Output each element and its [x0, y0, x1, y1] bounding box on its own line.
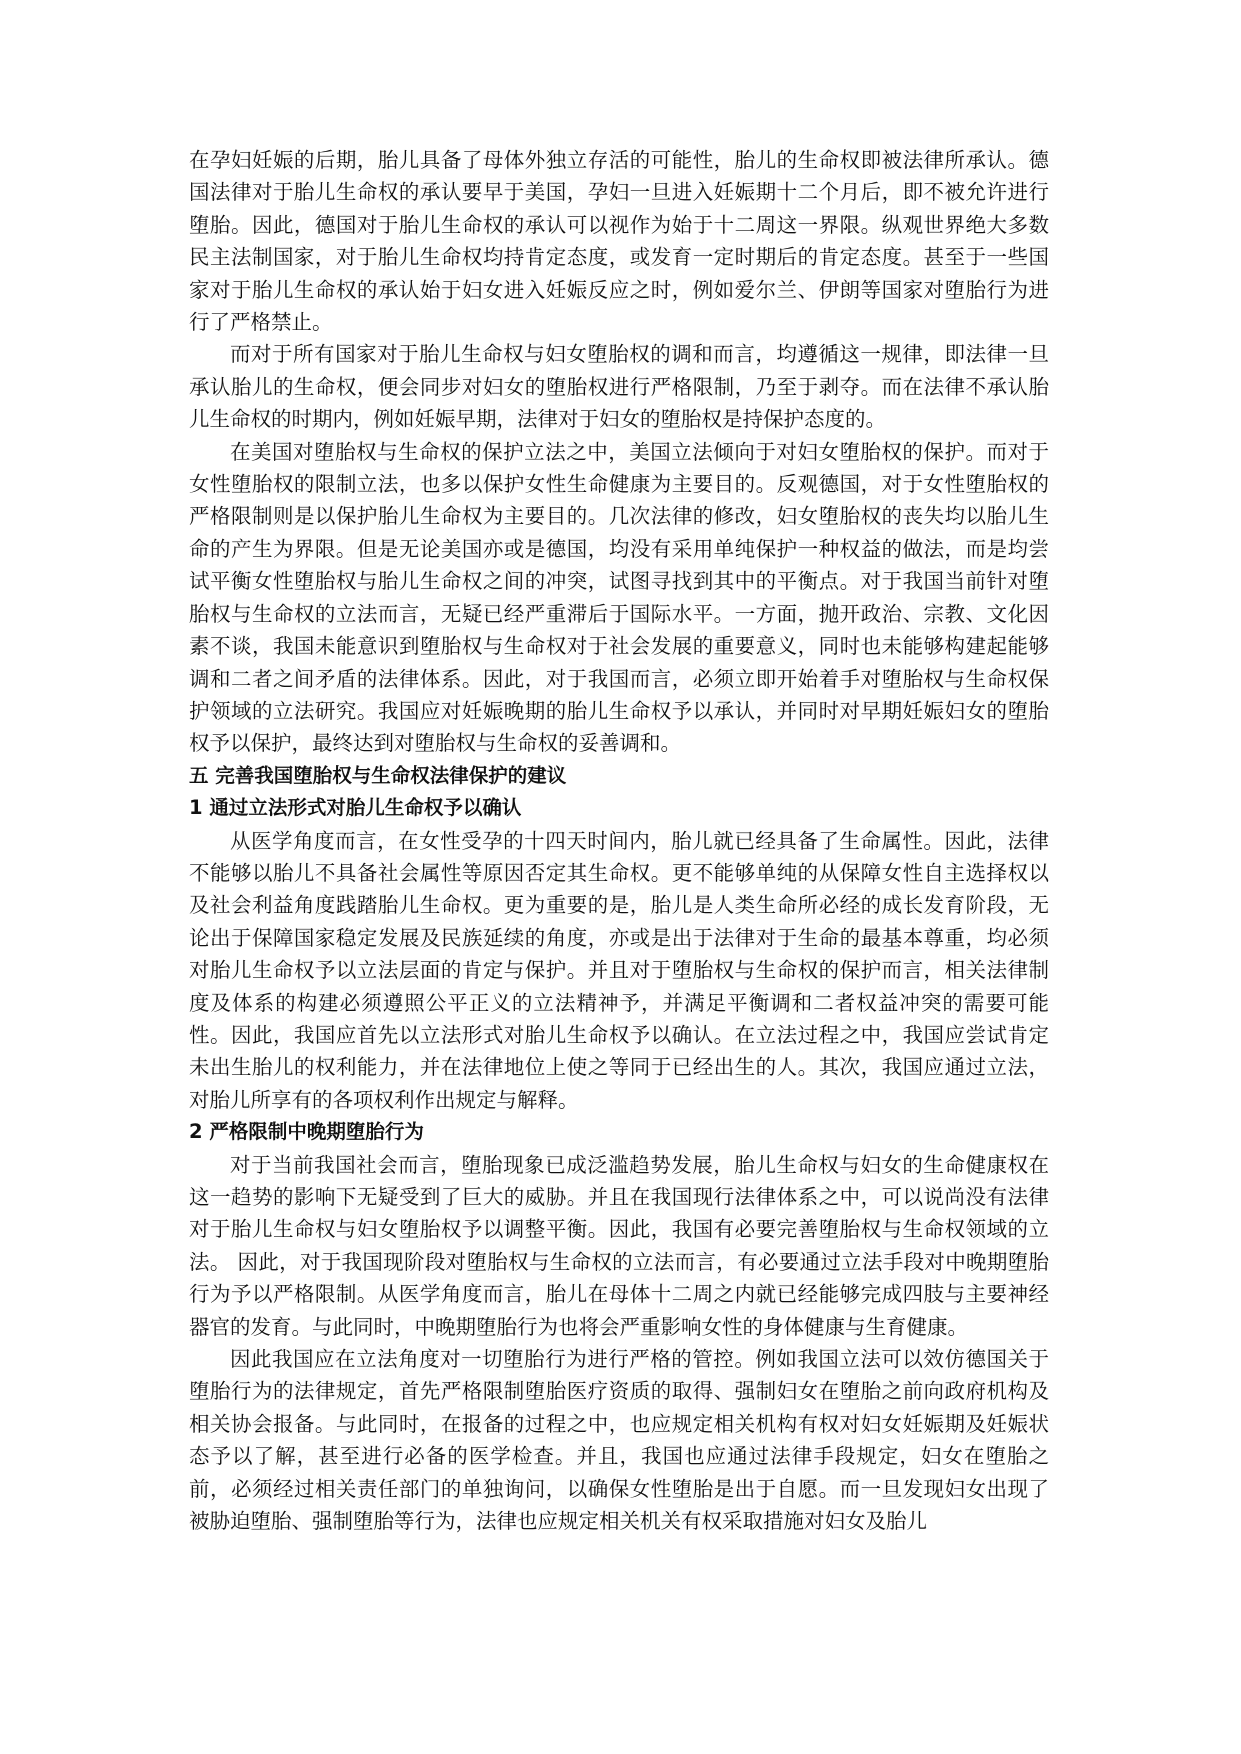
document-page [189, 144, 1049, 1537]
section-heading-5: 五 完善我国堕胎权与生命权法律保护的建议 [189, 763, 567, 787]
paragraph-harmonization-rule: 而对于所有国家对于胎儿生命权与妇女堕胎权的调和而言，均遵循这一规律，即法律一旦承认胎儿的生命权，便会同步对妇女的堕胎权进行严格限制，乃至于剥夺。而在法律不承认胎儿生命权的时期内，例如妊娠早期，法律对于妇女的堕胎权是持保护态度的。 [189, 342, 1049, 432]
paragraph-late-abortion-restriction: 对于当前我国社会而言，堕胎现象已成泛滥趋势发展，胎儿生命权与妇女的生命健康权在这一趋势的影响下无疑受到了巨大的威胁。并且在我国现行法律体系之中，可以说尚没有法律对于胎儿生命权与妇女堕胎权予以调整平衡。因此，我国有必要完善堕胎权与生命权领域的立法。 因此，对于我国现阶段对堕胎权与生命权的立法而言，有必要通过立法手段对中晚期堕胎行为予以严格限制。从医学角度而言，胎儿在母体十二周之内就已经能够完成四肢与主要神经器官的发育。与此同时，中晚期堕胎行为也将会严重影响女性的身体健康与生育健康。 [189, 1152, 1049, 1339]
paragraph-legislative-confirmation: 从医学角度而言，在女性受孕的十四天时间内，胎儿就已经具备了生命属性。因此，法律不能够以胎儿不具备社会属性等原因否定其生命权。更不能够单纯的从保障女性自主选择权以及社会利益角度践踏胎儿生命权。更为重要的是，胎儿是人类生命所必经的成长发育阶段，无论出于保障国家稳定发展及民族延续的角度，亦或是出于法律对于生命的最基本尊重，均必须对胎儿生命权予以立法层面的肯定与保护。并且对于堕胎权与生命权的保护而言，相关法律制度及体系的构建必须遵照公平正义的立法精神予，并满足平衡调和二者权益冲突的需要可能性。因此，我国应首先以立法形式对胎儿生命权予以确认。在立法过程之中，我国应尝试肯定未出生胎儿的权利能力，并在法律地位上使之等同于已经出生的人。其次，我国应通过立法，对胎儿所享有的各项权利作出规定与解释。 [189, 828, 1049, 1112]
subsection-heading-1: 1 通过立法形式对胎儿生命权予以确认 [189, 796, 522, 820]
paragraph-abortion-control-measures: 因此我国应在立法角度对一切堕胎行为进行严格的管控。例如我国立法可以效仿德国关于堕胎行为的法律规定，首先严格限制堕胎医疗资质的取得、强制妇女在堕胎之前向政府机构及相关协会报备。与此同时，在报备的过程之中，也应规定相关机构有权对妇女妊娠期及妊娠状态予以了解，甚至进行必备的医学检查。并且，我国也应通过法律手段规定，妇女在堕胎之前，必须经过相关责任部门的单独询问，以确保女性堕胎是出于自愿。而一旦发现妇女出现了被胁迫堕胎、强制堕胎等行为，法律也应规定相关机关有权采取措施对妇女及胎儿 [189, 1347, 1049, 1534]
subsection-heading-2: 2 严格限制中晚期堕胎行为 [189, 1120, 424, 1144]
paragraph-fetal-rights-recognition: 在孕妇妊娠的后期，胎儿具备了母体外独立存活的可能性，胎儿的生命权即被法律所承认。德国法律对于胎儿生命权的承认要早于美国，孕妇一旦进入妊娠期十二个月后，即不被允许进行堕胎。因此，德国对于胎儿生命权的承认可以视作为始于十二周这一界限。纵观世界绝大多数民主法制国家，对于胎儿生命权均持肯定态度，或发育一定时期后的肯定态度。甚至于一些国家对于胎儿生命权的承认始于妇女进入妊娠反应之时，例如爱尔兰、伊朗等国家对堕胎行为进行了严格禁止。 [189, 148, 1049, 335]
paragraph-us-germany-comparison: 在美国对堕胎权与生命权的保护立法之中，美国立法倾向于对妇女堕胎权的保护。而对于女性堕胎权的限制立法，也多以保护女性生命健康为主要目的。反观德国，对于女性堕胎权的严格限制则是以保护胎儿生命权为主要目的。几次法律的修改，妇女堕胎权的丧失均以胎儿生命的产生为界限。但是无论美国亦或是德国，均没有采用单纯保护一种权益的做法，而是均尝试平衡女性堕胎权与胎儿生命权之间的冲突，试图寻找到其中的平衡点。对于我国当前针对堕胎权与生命权的立法而言，无疑已经严重滞后于国际水平。一方面，抛开政治、宗教、文化因素不谈，我国未能意识到堕胎权与生命权对于社会发展的重要意义，同时也未能够构建起能够调和二者之间矛盾的法律体系。因此，对于我国而言，必须立即开始着手对堕胎权与生命权保护领域的立法研究。我国应对妊娠晚期的胎儿生命权予以承认，并同时对早期妊娠妇女的堕胎权予以保护，最终达到对堕胎权与生命权的妥善调和。 [189, 439, 1049, 756]
